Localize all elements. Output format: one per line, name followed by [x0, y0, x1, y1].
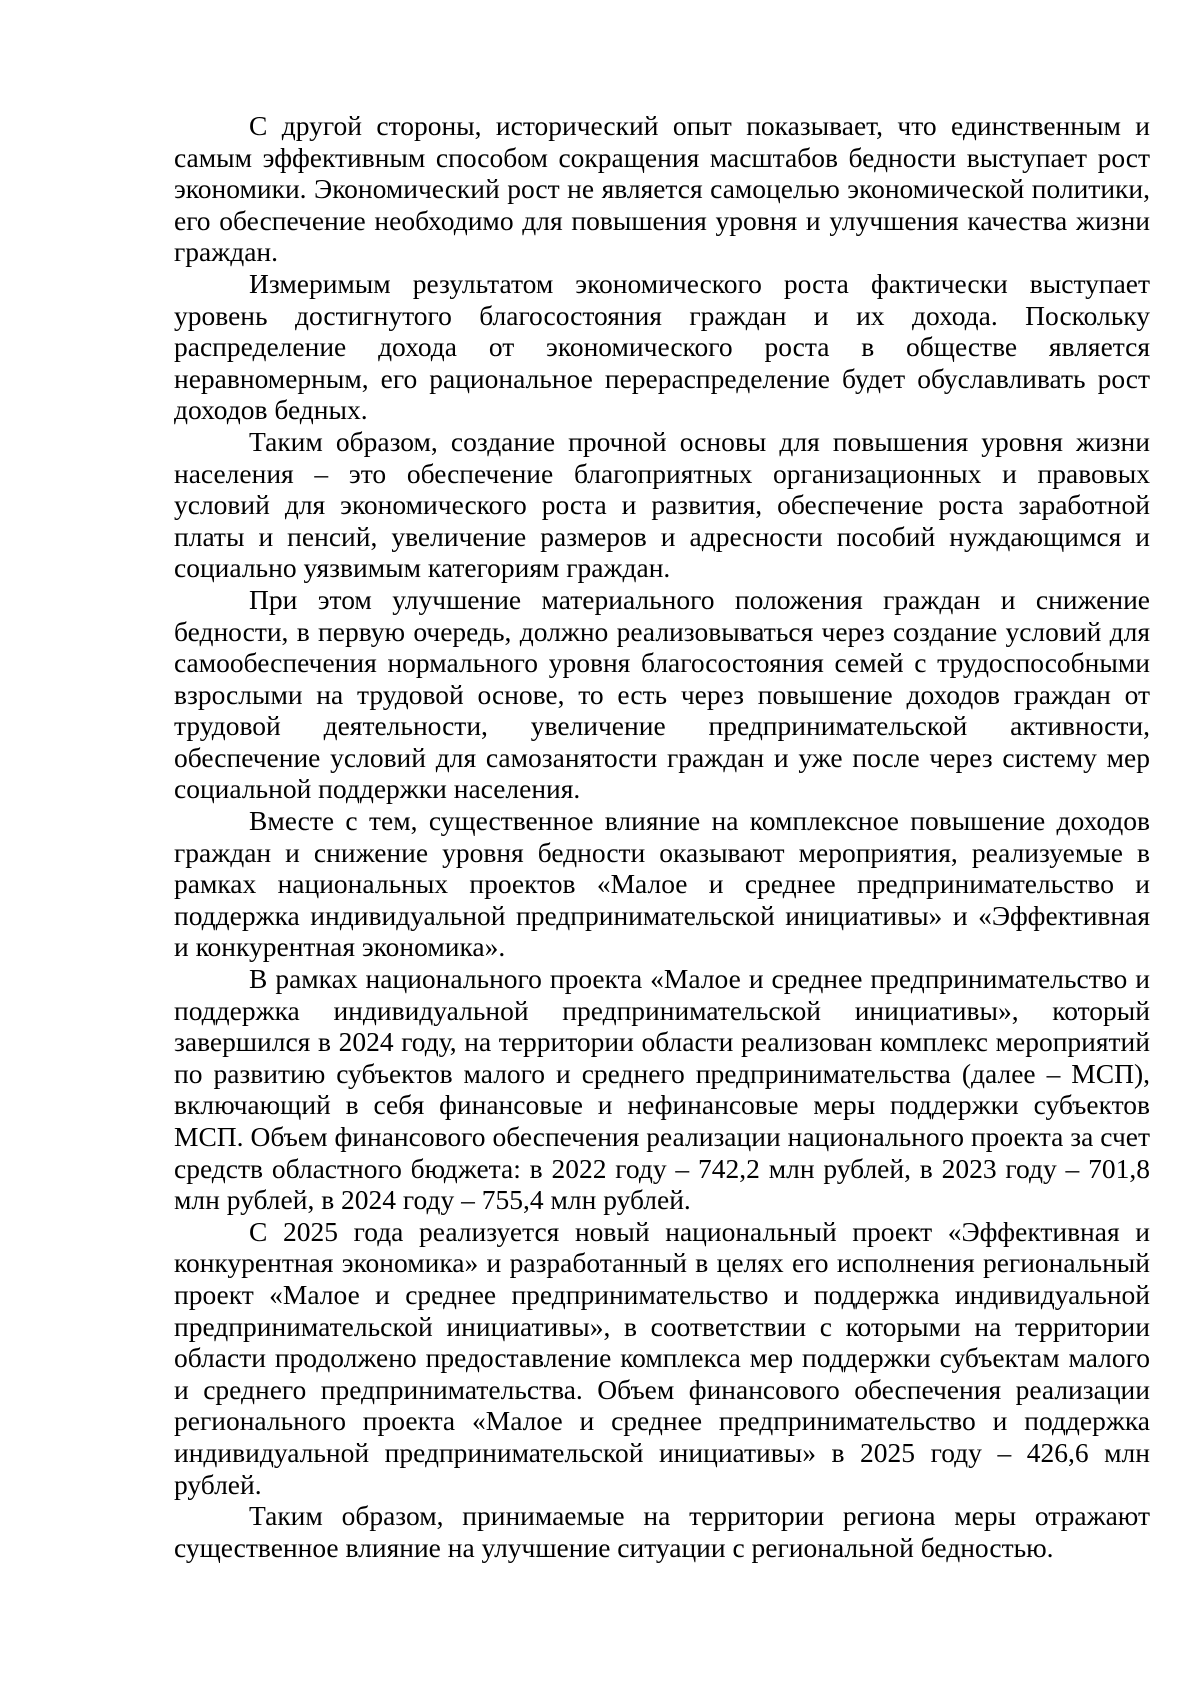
paragraph-4: При этом улучшение материального положения граждан и снижение бедности, в первую очередь, должно реализовываться через создание условий для самообеспечения нормального уровня благосостояния семей с трудоспособными взрослыми на трудовой основе, то есть через повышение доходов граждан от трудовой деятельности, увеличение предпринимательской активности, обеспечение условий для самозанятости граждан и уже после через систему мер социальной поддержки населения.	[174, 583, 1150, 805]
paragraph-6: В рамках национального проекта «Малое и среднее предпринимательство и поддержка индивидуальной предпринимательской инициативы», который завершился в 2024 году, на территории области реализован комплекс мероприятий по развитию субъектов малого и среднего предпринимательства (далее – МСП), включающий в себя финансовые и нефинансовые меры поддержки субъектов МСП. Объем финансового обеспечения реализации национального проекта за счет средств областного бюджета: в 2022 году – 742,2 млн рублей, в 2023 году – 701,8 млн рублей, в 2024 году – 755,4 млн рублей.	[174, 963, 1150, 1216]
paragraph-5: Вместе с тем, существенное влияние на комплексное повышение доходов граждан и снижение уровня бедности оказывают мероприятия, реализуемые в рамках национальных проектов «Малое и среднее предпринимательство и поддержка индивидуальной предпринимательской инициативы» и «Эффективная и конкурентная экономика».	[174, 805, 1150, 963]
paragraph-7: С 2025 года реализуется новый национальный проект «Эффективная и конкурентная экономика» и разработанный в целях его исполнения региональный проект «Малое и среднее предпринимательство и поддержка индивидуальной предпринимательской инициативы», в соответствии с которыми на территории области продолжено предоставление комплекса мер поддержки субъектам малого и среднего предпринимательства. Объем финансового обеспечения реализации регионального проекта «Малое и среднее предпринимательство и поддержка индивидуальной предпринимательской инициативы» в 2025 году – 426,6 млн рублей.	[174, 1215, 1150, 1500]
paragraph-2: Измеримым результатом экономического роста фактически выступает уровень достигнутого благосостояния граждан и их дохода. Поскольку распределение дохода от экономического роста в обществе является неравномерным, его рациональное перераспределение будет обуславливать рост доходов бедных.	[174, 267, 1150, 426]
paragraph-3: Таким образом, создание прочной основы для повышения уровня жизни населения – это обеспечение благоприятных организационных и правовых условий для экономического роста и развития, обеспечение роста заработной платы и пенсий, увеличение размеров и адресности пособий нуждающимся и социально уязвимым категориям граждан.	[174, 425, 1150, 584]
paragraph-8: Таким образом, принимаемые на территории региона меры отражают существенное влияние на улучшение ситуации с региональной бедностью.	[174, 1500, 1150, 1563]
document-page	[174, 110, 1150, 1563]
paragraph-1: С другой стороны, исторический опыт показывает, что единственным и самым эффективным способом сокращения масштабов бедности выступает рост экономики. Экономический рост не является самоцелью экономической политики, его обеспечение необходимо для повышения уровня и улучшения качества жизни граждан.	[174, 110, 1150, 268]
